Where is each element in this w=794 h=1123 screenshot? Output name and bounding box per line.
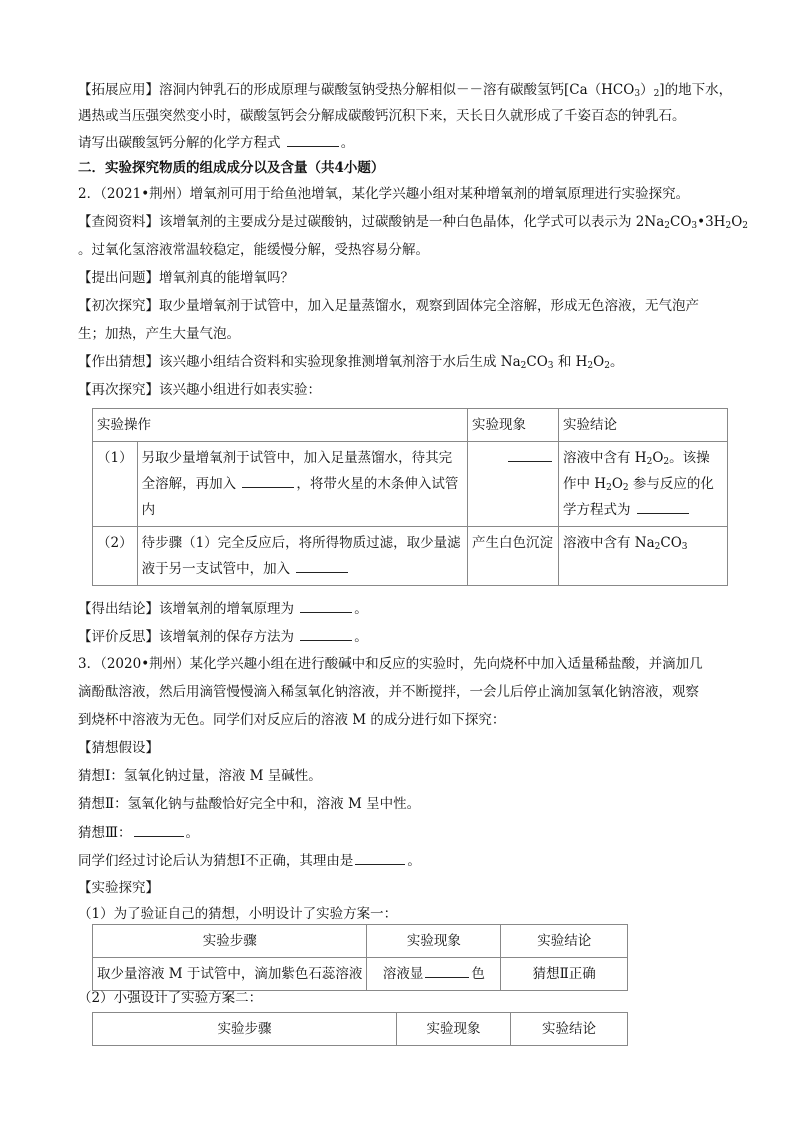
header-cell: 实验步骤: [93, 925, 367, 958]
conclusion-cell: 溶液中含有 $H_2O_2$。该操作中 $H_2O_2$ 参与反应的化学方程式为: [559, 442, 728, 527]
step-cell: 取少量溶液 M 于试管中，滴加紫色石蕊溶液: [93, 958, 367, 991]
table-row: [93, 958, 628, 991]
q3-plan-2-table: [92, 1012, 628, 1046]
q3-plan-1-table: [92, 924, 628, 991]
q2-second-explore: 【再次探究】该兴趣小组进行如表实验：: [78, 382, 321, 398]
table-row: [93, 527, 728, 586]
answer-blank[interactable]: [355, 850, 405, 865]
q3-discussion: 同学们经过讨论后认为猜想Ⅰ不正确，其理由是 。: [78, 850, 728, 871]
q3-hypothesis-1: 猜想Ⅰ：氢氧化钠过量，溶液 M 呈碱性。: [78, 768, 322, 784]
expansion-line-2: 遇热或当压强突然变小时，碳酸氢钙会分解成碳酸钙沉积下来，天长日久就形成了千姿百态的钟乳石。: [78, 108, 686, 124]
operation-cell: 另取少量增氧剂于试管中，加入足量蒸馏水，待其完全溶解，再加入 ，将带火星的木条伸入试管内: [137, 442, 467, 527]
answer-blank[interactable]: [134, 822, 184, 837]
q3-hypothesis-2: 猜想Ⅱ：氢氧化钠与盐酸恰好完全中和，溶液 M 呈中性。: [78, 796, 421, 812]
header-cell: 实验结论: [559, 409, 728, 442]
header-cell: 实验结论: [501, 925, 628, 958]
expansion-line-3: 请写出碳酸氢钙分解的化学方程式 。: [78, 132, 728, 153]
q3-plan-1-intro: （1）为了验证自己的猜想，小明设计了实验方案一：: [78, 906, 398, 922]
header-cell: 实验现象: [468, 409, 559, 442]
table-header-row: [93, 409, 728, 442]
header-cell: 实验结论: [511, 1013, 628, 1046]
q2-reference-cont: 。过氧化氢溶液常温较稳定，能缓慢分解，受热容易分解。: [78, 242, 429, 258]
q2-first-explore-cont: 生；加热，产生大量气泡。: [78, 326, 240, 342]
header-cell: 实验操作: [93, 409, 468, 442]
header-cell: 实验现象: [367, 925, 501, 958]
answer-blank[interactable]: [296, 558, 348, 573]
q3-stem-2: 滴酚酞溶液，然后用滴管慢慢滴入稀氢氧化钠溶液，并不断搅拌，一会儿后停止滴加氢氧化钠溶液，观察: [78, 684, 699, 700]
table-header-row: [93, 1013, 628, 1046]
q3-plan-2-intro: （2）小强设计了实验方案二：: [78, 990, 263, 1006]
header-cell: 实验步骤: [93, 1013, 397, 1046]
table-header-row: [93, 925, 628, 958]
table-row: [93, 442, 728, 527]
q3-stem-3: 到烧杯中溶液为无色。同学们对反应后的溶液 M 的成分进行如下探究：: [78, 712, 506, 728]
row-number: （1）: [93, 442, 138, 527]
expansion-line-1: 【拓展应用】溶洞内钟乳石的形成原理与碳酸氢钠受热分解相似－－溶有碳酸氢钙$[Ca(HCO_3)_2]$的地下水，: [78, 82, 733, 99]
q2-conclusion: 【得出结论】该增氧剂的增氧原理为 。: [78, 598, 728, 619]
answer-blank[interactable]: [425, 963, 469, 978]
conclusion-cell: 猜想Ⅱ正确: [501, 958, 628, 991]
answer-blank[interactable]: [287, 132, 339, 147]
conclusion-cell: 溶液中含有 $Na_2CO_3$: [559, 527, 728, 586]
operation-cell: 待步骤（1）完全反应后，将所得物质过滤，取少量滤液于另一支试管中，加入: [137, 527, 467, 586]
header-cell: 实验现象: [397, 1013, 511, 1046]
section-title: 二．实验探究物质的组成成分以及含量（共4小题）: [78, 160, 385, 176]
q3-hypothesis-heading: 【猜想假设】: [78, 740, 159, 756]
phenomenon-cell: 产生白色沉淀: [468, 527, 559, 586]
answer-blank[interactable]: [637, 499, 689, 514]
q2-first-explore: 【初次探究】取少量增氧剂于试管中，加入足量蒸馏水，观察到固体完全溶解，形成无色溶液，无气泡产: [78, 298, 699, 314]
q2-question: 【提出问题】增氧剂真的能增氧吗？: [78, 270, 294, 286]
phenomenon-cell: [468, 442, 559, 527]
q2-reflection: 【评价反思】该增氧剂的保存方法为 。: [78, 626, 728, 647]
q2-reference: 【查阅资料】该增氧剂的主要成分是过碳酸钠，过碳酸钠是一种白色晶体，化学式可以表示为 $2Na_2CO_3•3H_2O_2$: [78, 214, 748, 231]
answer-blank[interactable]: [300, 626, 352, 641]
answer-blank[interactable]: [508, 447, 552, 462]
q3-stem-1: 3．（2020•荆州）某化学兴趣小组在进行酸碱中和反应的实验时，先向烧杯中加入适量稀盐酸，并滴加几: [78, 656, 703, 672]
q2-stem: 2．（2021•荆州）增氧剂可用于给鱼池增氧，某化学兴趣小组对某种增氧剂的增氧原理进行实验探究。: [78, 186, 690, 202]
q3-explore-heading: 【实验探究】: [78, 880, 159, 896]
answer-blank[interactable]: [242, 473, 294, 488]
row-number: （2）: [93, 527, 138, 586]
q3-hypothesis-3: 猜想Ⅲ： 。: [78, 822, 728, 843]
q2-experiment-table: [92, 408, 728, 586]
phenomenon-cell: 溶液显 色: [367, 958, 501, 991]
answer-blank[interactable]: [300, 598, 352, 613]
q2-hypothesis: 【作出猜想】该兴趣小组结合资料和实验现象推测增氧剂溶于水后生成 $Na_2CO_3$ 和 $H_2O_2$。: [78, 354, 624, 371]
